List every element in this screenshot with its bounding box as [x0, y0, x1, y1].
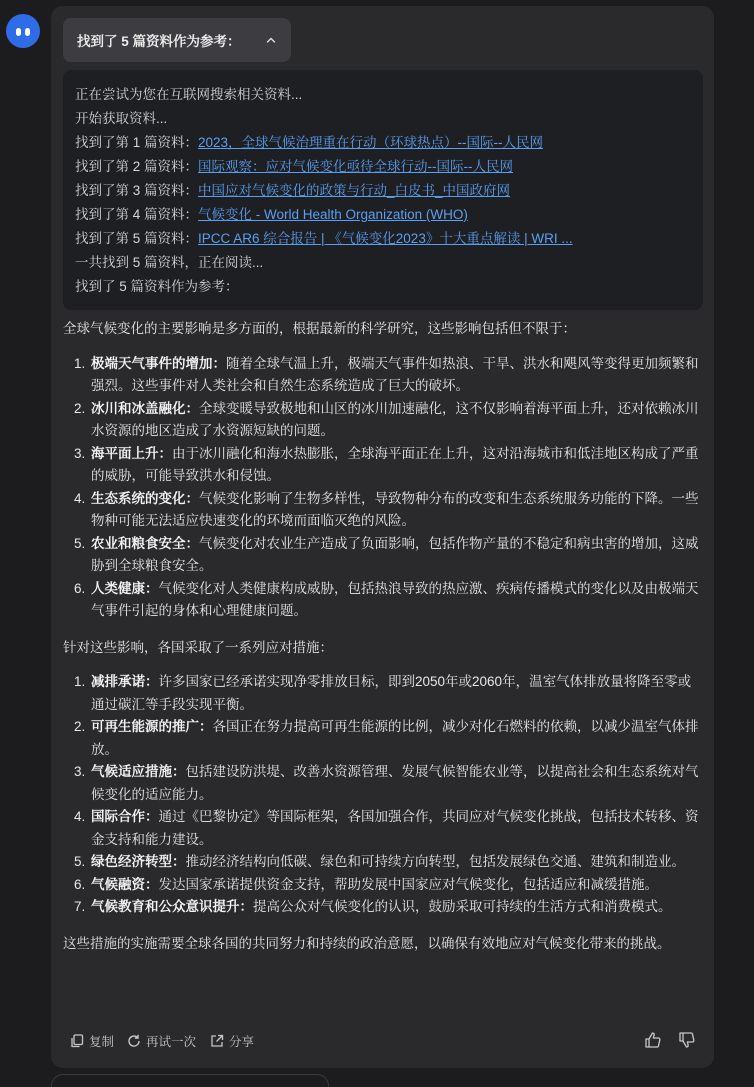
list-item: 4. 国际合作：通过《巴黎协定》等国际框架，各国加强合作，共同应对气候变化挑战，包括技术转移、资金支持和能力建设。 — [89, 806, 703, 851]
retry-button[interactable] — [126, 1032, 196, 1050]
source-link-1[interactable]: 2023，全球气候治理重在行动（环球热点）--国际--人民网 — [198, 135, 544, 150]
share-button[interactable] — [209, 1032, 254, 1050]
list-item: 4. 生态系统的变化：气候变化影响了生物多样性，导致物种分布的改变和生态系统服务功能的下降。一些物种可能无法适应快速变化的环境而面临灭绝的风险。 — [89, 488, 703, 533]
list-item: 6. 气候融资：发达国家承诺提供资金支持，帮助发展中国家应对气候变化，包括适应和减缓措施。 — [89, 874, 703, 897]
share-label: 分享 — [229, 1035, 255, 1049]
sources-toggle-button[interactable] — [63, 18, 291, 62]
source-item: 找到了第 2 篇资料：国际观察：应对气候变化亟待全球行动--国际--人民网 — [75, 159, 513, 174]
copy-button[interactable] — [69, 1032, 114, 1050]
list-item: 5. 农业和粮食安全：气候变化对农业生产造成了负面影响，包括作物产量的不稳定和病虫害的增加，这威胁到全球粮食安全。 — [89, 533, 703, 578]
list-item: 2. 可再生能源的推广：各国正在努力提高可再生能源的比例，减少对化石燃料的依赖，以减少温室气体排放。 — [89, 716, 703, 761]
source-item: 找到了第 1 篇资料：2023，全球气候治理重在行动（环球热点）--国际--人民网 — [75, 135, 544, 150]
source-item: 找到了第 4 篇资料：气候变化 - World Health Organization (WHO) — [75, 207, 468, 222]
assistant-avatar — [6, 14, 40, 48]
chevron-up-icon — [265, 34, 277, 46]
source-item: 找到了第 3 篇资料：中国应对气候变化的政策与行动_白皮书_中国政府网 — [75, 183, 511, 198]
list-item: 5. 绿色经济转型：推动经济结构向低碳、绿色和可持续方向转型，包括发展绿色交通、建筑和制造业。 — [89, 851, 703, 874]
source-link-2[interactable]: 国际观察：应对气候变化亟待全球行动--国际--人民网 — [198, 159, 513, 174]
answer-intro: 全球气候变化的主要影响是多方面的，根据最新的科学研究，这些影响包括但不限于： — [63, 321, 576, 336]
retry-label: 再试一次 — [146, 1035, 197, 1049]
list-item: 1. 减排承诺：许多国家已经承诺实现净零排放目标，即到2050年或2060年，温室气体排放量将降至零或通过碳汇等手段实现平衡。 — [89, 671, 703, 716]
impacts-list — [63, 353, 703, 623]
source-link-3[interactable]: 中国应对气候变化的政策与行动_白皮书_中国政府网 — [198, 183, 511, 198]
share-icon — [209, 1033, 225, 1049]
list-item: 3. 海平面上升：由于冰川融化和海水热膨胀，全球海平面正在上升，这对沿海城市和低洼地区构成了严重的威胁，可能导致洪水和侵蚀。 — [89, 443, 703, 488]
source-item: 找到了第 5 篇资料：IPCC AR6 综合报告 | 《气候变化2023》十大重点解读 | WRI ... — [75, 231, 573, 246]
thumbs-down-icon[interactable] — [677, 1030, 697, 1050]
avatar-eye-left — [16, 28, 21, 36]
source-status-line: 找到了 5 篇资料作为参考： — [75, 279, 239, 294]
list-item: 3. 气候适应措施：包括建设防洪堤、改善水资源管理、发展气候智能农业等，以提高社会和生态系统对气候变化的适应能力。 — [89, 761, 703, 806]
source-link-5[interactable]: IPCC AR6 综合报告 | 《气候变化2023》十大重点解读 | WRI ... — [198, 231, 573, 246]
list-item: 1. 极端天气事件的增加：随着全球气温上升，极端天气事件如热浪、干旱、洪水和飓风等变得更加频繁和强烈。这些事件对人类社会和自然生态系统造成了巨大的破坏。 — [89, 353, 703, 398]
answer-conclusion: 这些措施的实施需要全球各国的共同努力和持续的政治意愿，以确保有效地应对气候变化带来的挑战。 — [63, 935, 671, 951]
measures-intro: 针对这些影响，各国采取了一系列应对措施： — [63, 639, 333, 655]
message-actions — [63, 1028, 703, 1056]
source-status-line: 开始获取资料... — [75, 111, 168, 126]
source-status-line: 正在尝试为您在互联网搜索相关资料... — [75, 87, 303, 102]
copy-icon — [69, 1033, 85, 1049]
list-item: 2. 冰川和冰盖融化：全球变暖导致极地和山区的冰川加速融化，这不仅影响着海平面上升，还对依赖冰川水资源的地区造成了水资源短缺的问题。 — [89, 398, 703, 443]
list-item: 7. 气候教育和公众意识提升：提高公众对气候变化的认识，鼓励采取可持续的生活方式和消费模式。 — [89, 896, 703, 919]
copy-label: 复制 — [89, 1035, 115, 1049]
avatar-eye-right — [25, 28, 30, 36]
sources-panel — [63, 70, 703, 310]
measures-list — [63, 671, 703, 919]
thumbs-up-icon[interactable] — [643, 1030, 663, 1050]
source-status-line: 一共找到 5 篇资料，正在阅读... — [75, 255, 264, 270]
sources-toggle-label: 找到了 5 篇资料作为参考： — [77, 34, 241, 49]
refresh-icon — [126, 1033, 142, 1049]
source-link-4[interactable]: 气候变化 - World Health Organization (WHO) — [198, 207, 468, 222]
answer-content — [63, 318, 703, 955]
list-item: 6. 人类健康：气候变化对人类健康构成威胁，包括热浪导致的热应激、疾病传播模式的变化以及由极端天气事件引起的身体和心理健康问题。 — [89, 578, 703, 623]
next-panel-edge — [51, 1074, 329, 1087]
